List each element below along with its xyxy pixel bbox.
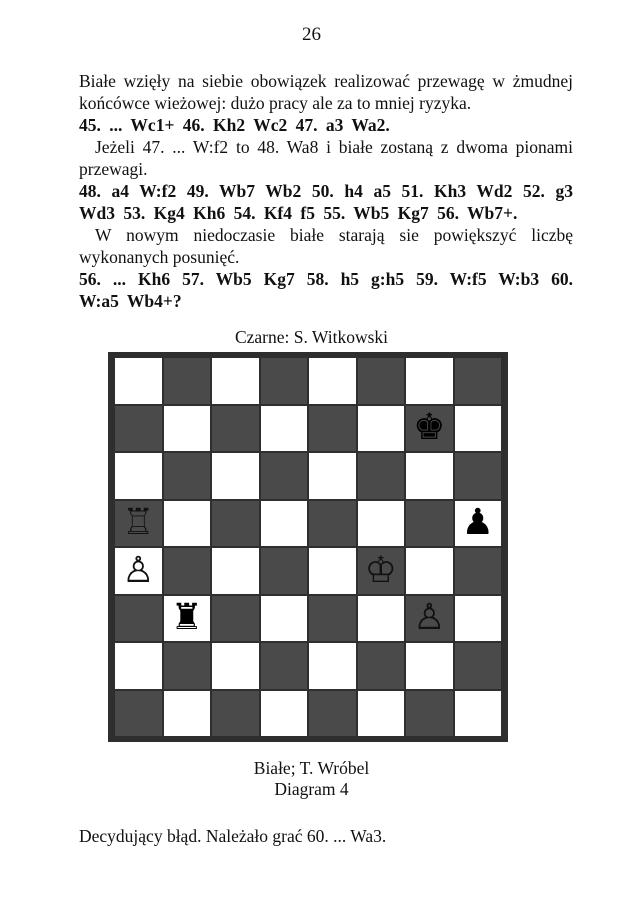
moves-line-2: 48. a4 W:f2 49. Wb7 Wb2 50. h4 a5 51. Kh3 Wd2 52. g3 Wd3 53. Kg4 Kh6 54. Kf4 f5 55. Wb5 Kg7 56. Wb7+.: [79, 181, 573, 223]
square-c4: [212, 548, 259, 594]
square-b3: [164, 596, 211, 642]
square-d7: [261, 406, 308, 452]
paragraph-intro: Białe wzięły na siebie obowiązek realizować przewagę w żmudnej końcówce wieżowej: dużo pracy ale za to mniej ryzyka.: [79, 71, 573, 113]
square-g5: [406, 501, 453, 547]
main-text: [79, 70, 573, 312]
square-h7: [455, 406, 502, 452]
diagram-label: Diagram 4: [274, 779, 349, 799]
square-d8: [261, 358, 308, 404]
square-c7: [212, 406, 259, 452]
square-a4: [115, 548, 162, 594]
square-d1: [261, 691, 308, 737]
square-g1: [406, 691, 453, 737]
square-b4: [164, 548, 211, 594]
square-h3: [455, 596, 502, 642]
chess-piece-icon: ♙: [122, 549, 155, 591]
square-g6: [406, 453, 453, 499]
square-g2: [406, 643, 453, 689]
square-a7: [115, 406, 162, 452]
black-player-caption: Czarne: S. Witkowski: [234, 327, 389, 347]
square-b1: [164, 691, 211, 737]
square-h5: [455, 501, 502, 547]
square-a5: [115, 501, 162, 547]
square-a2: [115, 643, 162, 689]
square-e4: [309, 548, 356, 594]
square-f1: [358, 691, 405, 737]
square-b2: [164, 643, 211, 689]
chess-piece-icon: ♟: [461, 502, 494, 544]
square-a6: [115, 453, 162, 499]
square-b7: [164, 406, 211, 452]
square-f4: [358, 548, 405, 594]
square-b6: [164, 453, 211, 499]
square-h6: [455, 453, 502, 499]
square-a3: [115, 596, 162, 642]
square-c5: [212, 501, 259, 547]
moves-line-1: 45. ... Wc1+ 46. Kh2 Wc2 47. a3 Wa2.: [79, 115, 390, 135]
chess-diagram: [108, 352, 508, 742]
square-f6: [358, 453, 405, 499]
square-c8: [212, 358, 259, 404]
square-b5: [164, 501, 211, 547]
square-e6: [309, 453, 356, 499]
square-h8: [455, 358, 502, 404]
square-h2: [455, 643, 502, 689]
chess-piece-icon: ♙: [413, 597, 446, 639]
square-d2: [261, 643, 308, 689]
square-d5: [261, 501, 308, 547]
page-number: 26: [302, 24, 321, 45]
square-h1: [455, 691, 502, 737]
square-e2: [309, 643, 356, 689]
chess-piece-icon: ♜: [170, 597, 203, 639]
moves-line-3: 56. ... Kh6 57. Wb5 Kg7 58. h5 g:h5 59. W:f5 W:b3 60. W:a5 Wb4+?: [79, 269, 573, 311]
square-e7: [309, 406, 356, 452]
square-g8: [406, 358, 453, 404]
square-e1: [309, 691, 356, 737]
square-g3: [406, 596, 453, 642]
square-f5: [358, 501, 405, 547]
square-b8: [164, 358, 211, 404]
square-f8: [358, 358, 405, 404]
square-f3: [358, 596, 405, 642]
square-d3: [261, 596, 308, 642]
square-e3: [309, 596, 356, 642]
chess-piece-icon: ♚: [413, 407, 446, 449]
square-f7: [358, 406, 405, 452]
square-c2: [212, 643, 259, 689]
square-a1: [115, 691, 162, 737]
square-a8: [115, 358, 162, 404]
white-player-name: Białe; T. Wróbel: [253, 758, 370, 778]
square-c1: [212, 691, 259, 737]
square-d6: [261, 453, 308, 499]
square-g4: [406, 548, 453, 594]
chess-piece-icon: ♖: [122, 502, 155, 544]
square-e8: [309, 358, 356, 404]
square-h4: [455, 548, 502, 594]
square-g7: [406, 406, 453, 452]
paragraph-time-trouble: W nowym niedoczasie białe starają sie powiększyć liczbę wykonanych posunięć.: [79, 225, 573, 267]
square-d4: [261, 548, 308, 594]
chess-piece-icon: ♔: [364, 549, 397, 591]
square-f2: [358, 643, 405, 689]
square-c6: [212, 453, 259, 499]
paragraph-variation: Jeżeli 47. ... W:f2 to 48. Wa8 i białe zostaną z dwoma pionami przewagi.: [79, 137, 573, 179]
white-player-caption: [0, 758, 623, 800]
chess-board: [115, 358, 501, 736]
final-note: Decydujący błąd. Należało grać 60. ... Wa3.: [79, 826, 387, 846]
square-e5: [309, 501, 356, 547]
square-c3: [212, 596, 259, 642]
